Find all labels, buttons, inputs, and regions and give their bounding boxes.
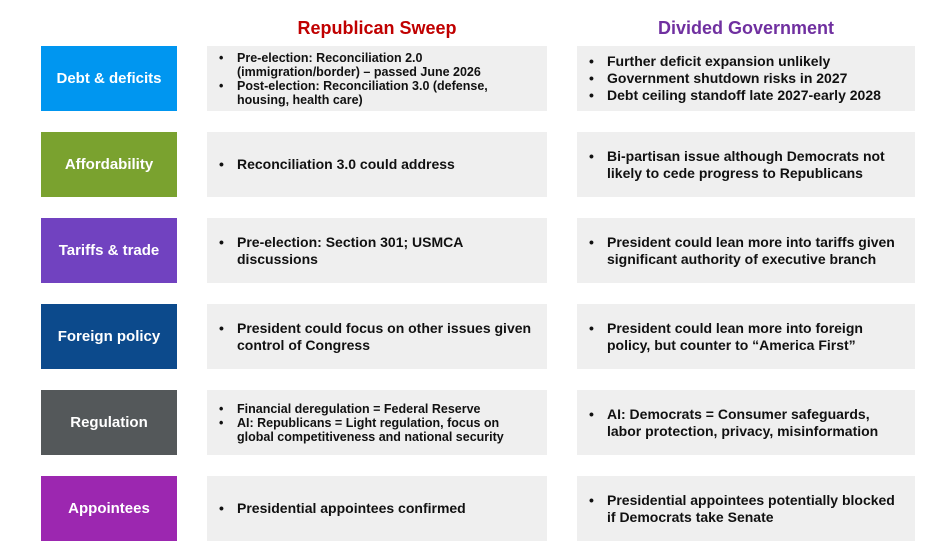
- bullet-item: • Government shutdown risks in 2027: [589, 70, 905, 87]
- bullet-item: • President could focus on other issues given control of Congress: [219, 320, 537, 354]
- row-label: Debt & deficits: [41, 46, 177, 111]
- bullet-item: • President could lean more into tariffs given significant authority of executive branch: [589, 234, 905, 268]
- row-appointees: [41, 476, 915, 541]
- divided-cell: [577, 46, 915, 111]
- bullet-item: • President could lean more into foreign policy, but counter to “America First”: [589, 320, 905, 354]
- bullet-item: • Debt ceiling standoff late 2027-early 2028: [589, 87, 905, 104]
- republican-cell: [207, 476, 547, 541]
- republican-cell: [207, 46, 547, 111]
- row-debt-deficits: [41, 46, 915, 111]
- republican-cell: [207, 218, 547, 283]
- row-tariffs-trade: [41, 218, 915, 283]
- bullet-item: • Presidential appointees confirmed: [219, 500, 537, 517]
- row-label: Foreign policy: [41, 304, 177, 369]
- republican-cell: [207, 390, 547, 455]
- row-label: Tariffs & trade: [41, 218, 177, 283]
- bullet-item: • Further deficit expansion unlikely: [589, 53, 905, 70]
- republican-cell: [207, 132, 547, 197]
- bullet-item: • Financial deregulation = Federal Reserve: [219, 402, 537, 416]
- divided-cell: [577, 132, 915, 197]
- bullet-item: • Post-election: Reconciliation 3.0 (defense, housing, health care): [219, 79, 537, 107]
- bullet-item: • Presidential appointees potentially blocked if Democrats take Senate: [589, 492, 905, 526]
- bullet-item: • Pre-election: Reconciliation 2.0 (immigration/border) – passed June 2026: [219, 51, 537, 79]
- divided-cell: [577, 390, 915, 455]
- row-label: Affordability: [41, 132, 177, 197]
- bullet-item: • AI: Republicans = Light regulation, focus on global competitiveness and national security: [219, 416, 537, 444]
- row-label: Regulation: [41, 390, 177, 455]
- divided-cell: [577, 476, 915, 541]
- row-label: Appointees: [41, 476, 177, 541]
- bullet-item: • Bi-partisan issue although Democrats not likely to cede progress to Republicans: [589, 148, 905, 182]
- divided-government-header: Divided Government: [657, 18, 835, 38]
- republican-sweep-header: Republican Sweep: [297, 18, 457, 38]
- row-affordability: [41, 132, 915, 197]
- republican-cell: [207, 304, 547, 369]
- row-regulation: [41, 390, 915, 455]
- divided-cell: [577, 304, 915, 369]
- bullet-item: • AI: Democrats = Consumer safeguards, labor protection, privacy, misinformation: [589, 406, 905, 440]
- bullet-item: • Pre-election: Section 301; USMCA discussions: [219, 234, 537, 268]
- bullet-item: • Reconciliation 3.0 could address: [219, 156, 537, 173]
- divided-cell: [577, 218, 915, 283]
- row-foreign-policy: [41, 304, 915, 369]
